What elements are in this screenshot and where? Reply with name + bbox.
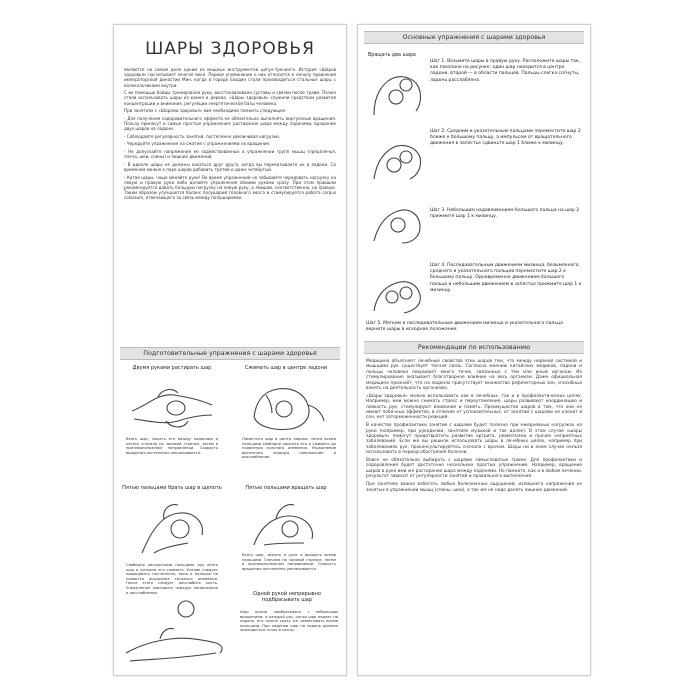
exercise-description: Взять шар, зажать в руке и вращать всеми пальцами. Сначала по часовой стрелке, затем в противоположном направлении. Скорость вращения постепенно увеличивается. (242, 553, 336, 571)
step-text: Шаг 4. Последовательным движением мизинца, безымянного, среднего и указательного пальцев переместите шар 2 к большому пальцу. Одновременно движением большого пальца и небольшим движением в запястье прижмите шар 1 к мизинцу. (430, 263, 582, 293)
exercise-title: Пятью пальцами брать шар в щепоть (122, 485, 222, 491)
exercise-description: Свободно раскрытыми пальцами рук взять шар и усилием его сжимать. Усилие следует наращивать постепенно, пока в пальцах не появится ощущение сильного онемения. После этого следует расслабить кисть. Упражнение повторить чередуя напряжение и расслабление. (126, 563, 218, 595)
main-exercises-heading: Основные упражнения с шарами здоровья (364, 31, 584, 44)
hand-tossing-ball-illustration (120, 595, 230, 665)
step1-hand-illustration (368, 63, 426, 119)
step-text: Шаг 2. Средним и указательным пальцами переместите шар 2 ближе к большому пальцу, а импульсом от вращательного движения в запястье сдвиньте шар 1 ближе к мизинцу. (430, 129, 581, 147)
intro-paragraph: являются на самом деле одним из мощных инструментов цигун-тренинга. История «Шаров здоровья» насчитывает многие века. Первое упоминание о них относится к началу правления императорской династии Мин, когда в городе Баодин стали производиться стальные шары с колокольчиками внутри. (124, 67, 336, 88)
intro-paragraph: - Для получения оздоровительного эффекта не обязательно выполнять виртуозные вращения. Пользу принесут и самые простые упражнения: растирание шара между ладонями, вращение двух шаров на ладони. (124, 115, 336, 132)
recommendations-text (366, 359, 582, 495)
recommendation-paragraph: Вовсе не обязательно выбирать с шарами замысловатые трюки. Для профилактики и оздоровления будет достаточно нескольких простых упражнений. Например, вращение шаров в руке ими же растирание шара между ладонями. Но помните, как и в любом лечении, результат зависит от регулярности занятий и правильного выполнения. (366, 458, 582, 480)
exercise-title: Сжимать шар в центре ладони (244, 365, 328, 371)
page-title: ШАРЫ ЗДОРОВЬЯ (145, 39, 315, 59)
intro-paragraph: При занятиях с «Шарами здоровья» вам необходимо помнить следующее: (124, 108, 287, 114)
hand-squeezing-ball-illustration (244, 377, 328, 433)
intro-text (124, 67, 336, 203)
exercise-description: Шар нужно подбрасывать с небольшим вращением, и каждый раз, когда шар падает на ладонь, его нужно сразу же захватывать всеми пальцами. При падении шар на ладонь должен приходиться точно в центр. (240, 610, 338, 633)
two-balls-label: Вращать два шара (368, 53, 416, 58)
prep-exercises-heading: Подготовительные упражнения с шарами здоровья (120, 347, 340, 360)
recommendations-heading: Рекомендации по использованию (364, 341, 584, 354)
step3-hand-illustration (368, 193, 426, 249)
fingers-rotating-ball-illustration (248, 497, 324, 549)
exercise-title: Двумя руками растирать шар (132, 365, 212, 371)
exercise-description: Поместить шар в центр ладони, затем всеми пальцами свободно накрыть его и сжимать до появления сильного онемения. Упражнение выполнять чередуя напряжение и расслабление. (242, 437, 336, 460)
left-leaflet (113, 24, 347, 676)
recommendation-paragraph: Медицина объясняет лечебные свойства этих шаров тем, что между нервной системой и мышцами рук существует тесная связь. Согласно мнению китайских медиков, ладони и пальцы человека покрывает много точек, связанных с тем или иным органом. Их стимулирование оказывает благотворное влияние на весь организм. Даже официальная медицина признаёт, что на ладонях присутствует множество рефлекторных зон, способных влиять на деятельность организма. (366, 359, 582, 392)
hands-rolling-ball-illustration (128, 375, 216, 435)
exercise-description: Взять шар, зажать его между ладонями и катать сначала по часовой стрелке, затем в противоположном направлении. Скорость вращения постепенно увеличивается. (126, 437, 218, 455)
fingers-pinching-ball-illustration (134, 499, 214, 559)
intro-paragraph: - Чередуйте упражнения на сжатие с упражнениями на вращение. (124, 141, 271, 147)
intro-paragraph: - В идеале шары не должны касаться друг друга, когда вы перекатываете их в ладони. Со временем можно к паре шаров добавить третий и даже четвёртый. (124, 161, 336, 172)
recommendation-paragraph: В качестве профилактики занятие с шарами будет полезно при ежедневных нагрузках на руки (например, при рукоделии, занятиях музыкой и так далее). В этом случае «шары здоровья» помогут предотвратить развитие артрита, ревматизма и прочих неприятных заболеваний. Если же вы решили использовать шары в лечебных целях, например при заболеваниях рук, проконсультируйтесь сначала с врачом. Шары ни в коем случае нельзя использовать в период обострения болезни. (366, 423, 582, 456)
step5-text: Шаг 5. Мягким и последовательным движением мизинца и указательного пальца верните шары в исходное положение. (366, 321, 563, 333)
intro-paragraph: - Катая шары, чаще меняйте руки! Во время упражнений не забывайте чередовать нагрузку на левую и правую руки либо делайте упражнения обеими руками сразу. При этом правшам рекомендуется давать большую нагрузку на левую руку, а левшам, соответственно, на правую. Таким образом улучшается баланс полушарий головного мозга и стимулируется работа corpus colossum, отвечающего за связь между полушариями. (124, 174, 336, 201)
intro-paragraph: - Соблюдайте регулярность занятий, постепенно увеличивая нагрузки. (124, 133, 281, 139)
right-leaflet (357, 24, 591, 676)
intro-paragraph: С их помощью бойцы тренировали руки, восстанавливали суставы и связки после травм. Позже стали использовать шары из камня и дерева. «Шары здоровья» служили средством развития концентрации и внимания, регуляции энергетической базы человека. (124, 90, 336, 106)
step-text: Шаг 3. Небольшим надавливанием большого пальца на шар 2 прижмите шар 1 к мизинцу. (430, 208, 580, 220)
exercise-title: Одной рукой непрерывно подбрасывать шар (253, 591, 321, 603)
recommendation-paragraph: При занятиях важно избегать любых болезненных ощущений, излишнего напряжения не занятых в упражнении мышц (спины, шеи), а так же не надо делать лишних движений. (366, 482, 582, 493)
step-text: Шаг 1. Возьмите шары в правую руку. Расположите шары так, как показано на рисунке: один шар находится в центре ладони, второй — в области пальцев. Пальцы слегка согнуты, ладонь расслаблена. (430, 59, 581, 83)
intro-paragraph: - Не допускайте напряжения не задействованных в упражнении групп мышц (предплечья, плеча, шеи, спины) и лишних движений. (124, 148, 336, 160)
recommendation-paragraph: «Шары здоровья» можно использовать как в лечебных, так и в профилактических целях. Например, ими можно снимать стресс и переутомление, шары развивают координацию и ловкость рук, стимулируют внимание и память. Преимущество шаров в том, что они не имеют побочных эффектов, в отличие от успокоительных, от занятий с шарами не клонит в сон, нет заторможенности реакций. (366, 393, 582, 421)
step4-hand-illustration (368, 261, 426, 317)
step2-hand-illustration (368, 129, 426, 185)
exercise-title: Пятью пальцами вращать шар (245, 485, 327, 491)
